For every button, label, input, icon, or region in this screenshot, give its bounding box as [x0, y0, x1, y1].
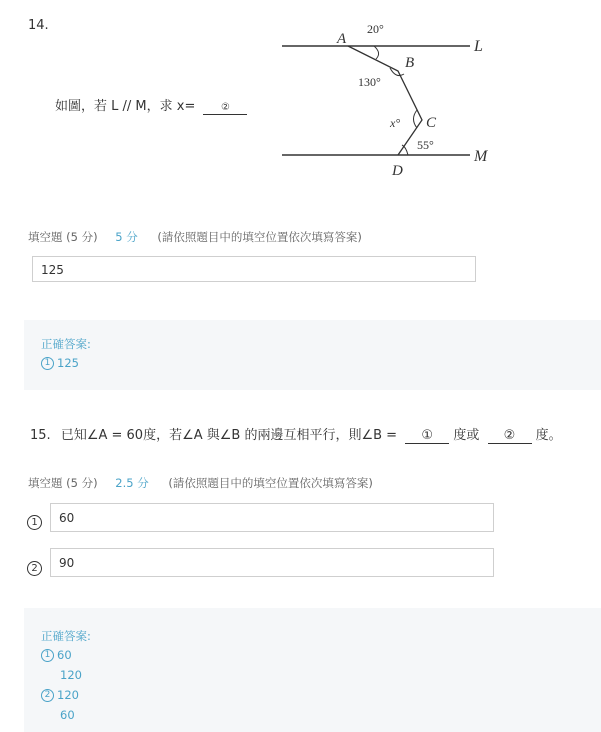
correct-answer-line	[41, 356, 79, 370]
correct-answer-line	[41, 648, 72, 662]
blank-index: ②	[503, 428, 516, 443]
question-type: 填空題 (5 分)	[28, 476, 98, 490]
correct-answer-panel	[24, 608, 601, 732]
correct-answer-title: 正確答案:	[41, 337, 91, 351]
correct-value: 125	[57, 356, 79, 370]
angle-D: 55°	[417, 138, 434, 152]
prompt-text: 如圖，若 L // M，求 x=	[55, 99, 196, 114]
correct-answer-alt: 60	[60, 708, 75, 722]
answer-index: 1	[41, 649, 54, 662]
correct-value: 60	[57, 648, 72, 662]
label-A: A	[337, 31, 347, 47]
prompt-text: 已知∠A = 60度，若∠A 與∠B 的兩邊互相平行，則∠B =	[60, 428, 398, 443]
answer-blank-2	[488, 428, 532, 444]
index-badge: 1	[27, 515, 42, 530]
question-number: 14.	[28, 18, 49, 33]
angle-B: 130°	[358, 75, 381, 89]
label-C: C	[426, 115, 437, 131]
label-L: L	[474, 38, 483, 55]
prompt-mid: 度或	[453, 428, 480, 443]
answer-blank-1	[405, 428, 449, 444]
arc-D	[402, 145, 408, 155]
arc-B	[390, 68, 404, 76]
label-B: B	[405, 55, 415, 71]
question-note: (請依照題目中的填空位置依次填寫答案)	[157, 230, 362, 244]
angle-top: 20°	[367, 22, 384, 36]
correct-answer-line	[41, 688, 79, 702]
arc-C	[414, 110, 418, 128]
label-D: D	[392, 163, 403, 179]
question-type: 填空題 (5 分)	[28, 230, 98, 244]
correct-answer-title: 正確答案:	[41, 629, 91, 643]
question-meta	[28, 475, 373, 491]
correct-value: 120	[57, 688, 79, 702]
question-number: 15.	[30, 428, 51, 443]
geometry-diagram	[270, 15, 510, 180]
blank-index: ①	[421, 428, 434, 443]
correct-answer-panel	[24, 320, 601, 390]
input-index-1	[27, 510, 42, 530]
question-note: (請依照題目中的填空位置依次填寫答案)	[168, 476, 373, 490]
answer-input-1[interactable]: 60	[50, 503, 494, 532]
label-M: M	[474, 148, 488, 165]
angle-C: x°	[390, 116, 401, 130]
answer-input[interactable]: 125	[32, 256, 476, 282]
question-prompt	[30, 424, 562, 444]
answer-input-2[interactable]: 90	[50, 548, 494, 577]
blank-index: ②	[221, 102, 230, 113]
question-score: 5 分	[115, 230, 138, 244]
index-badge: 2	[27, 561, 42, 576]
question-meta	[28, 229, 362, 245]
input-index-2	[27, 556, 42, 576]
question-score: 2.5 分	[115, 476, 149, 490]
prompt-end: 度。	[535, 428, 562, 443]
answer-index: 2	[41, 689, 54, 702]
answer-index: 1	[41, 357, 54, 370]
correct-answer-alt: 120	[60, 668, 82, 682]
arc-top	[374, 46, 379, 59]
question-prompt	[55, 95, 247, 115]
answer-blank	[203, 99, 247, 115]
